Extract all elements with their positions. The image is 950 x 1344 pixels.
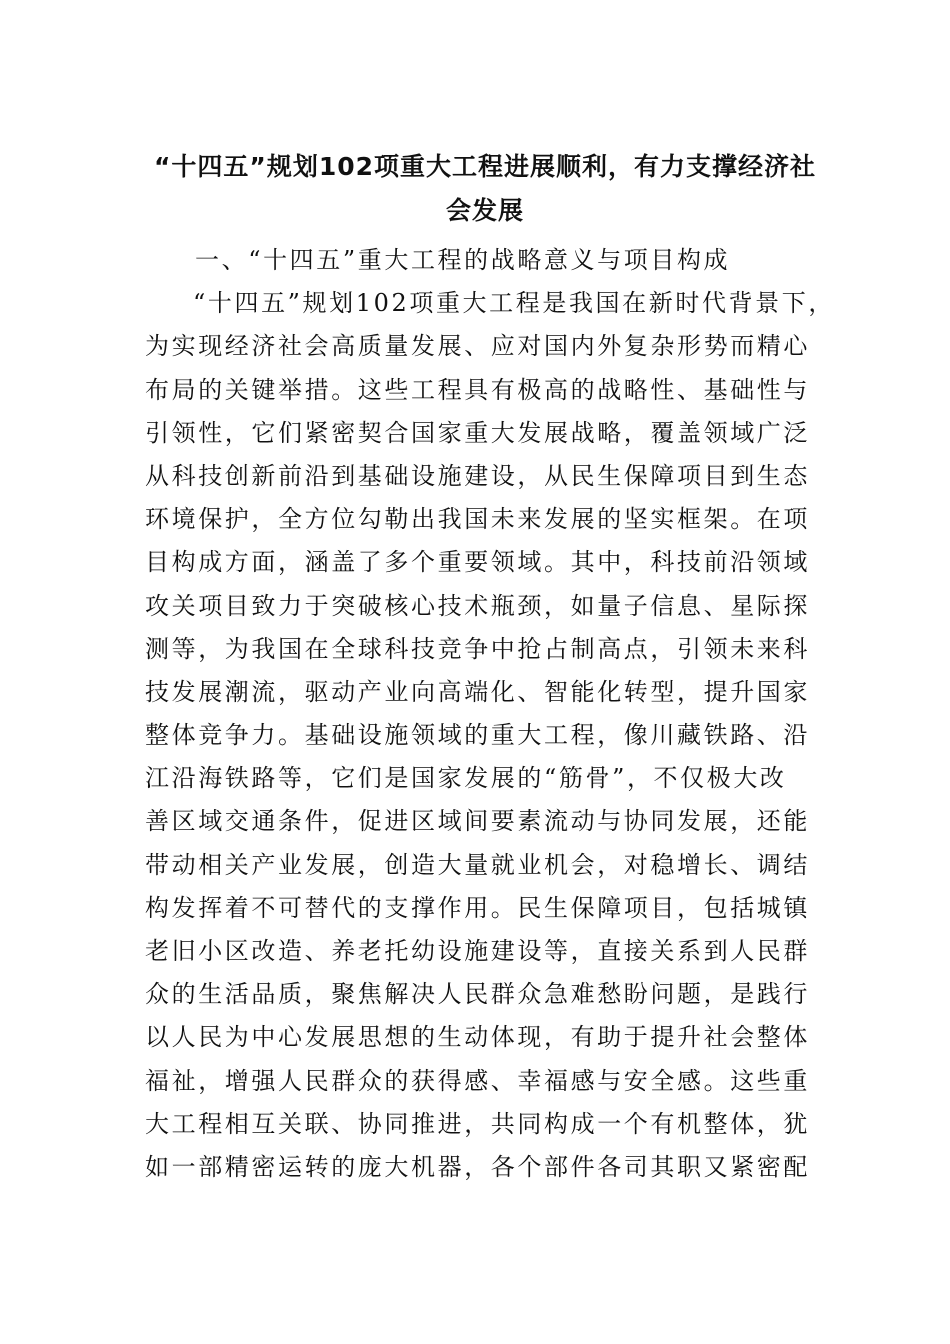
paragraph-line: 测等，为我国在全球科技竞争中抢占制高点，引领未来科 — [145, 634, 810, 663]
title-line-2: 会发展 — [445, 196, 524, 225]
document-title — [150, 145, 820, 233]
paragraph-line: 江沿海铁路等，它们是国家发展的“筋骨”，不仅极大改 — [145, 764, 787, 793]
paragraph-line: 技发展潮流，驱动产业向高端化、智能化转型，提升国家 — [145, 677, 810, 706]
paragraph-line: 为实现经济社会高质量发展、应对国内外复杂形势而精心 — [145, 332, 810, 361]
paragraph-line: 大工程相互关联、协同推进，共同构成一个有机整体，犹 — [145, 1109, 810, 1138]
paragraph-line: 如一部精密运转的庞大机器，各个部件各司其职又紧密配 — [145, 1152, 810, 1181]
paragraph-line: 目构成方面，涵盖了多个重要领域。其中，科技前沿领域 — [145, 548, 810, 577]
paragraph-line: 攻关项目致力于突破核心技术瓶颈，如量子信息、星际探 — [145, 591, 810, 620]
paragraph-line: “十四五”规划102项重大工程是我国在新时代背景下， — [193, 289, 835, 318]
paragraph-line: 从科技创新前沿到基础设施建设，从民生保障项目到生态 — [145, 461, 810, 490]
paragraph-line: 引领性，它们紧密契合国家重大发展战略，覆盖领域广泛 — [145, 418, 810, 447]
paragraph-line: 环境保护，全方位勾勒出我国未来发展的坚实框架。在项 — [145, 505, 810, 534]
paragraph-line: 善区域交通条件，促进区域间要素流动与协同发展，还能 — [145, 807, 810, 836]
paragraph-line: 带动相关产业发展，创造大量就业机会，对稳增长、调结 — [145, 850, 810, 879]
document-body — [145, 239, 835, 1189]
paragraph-line: 老旧小区改造、养老托幼设施建设等，直接关系到人民群 — [145, 937, 810, 965]
paragraph-line: 众的生活品质，聚焦解决人民群众急难愁盼问题，是践行 — [145, 980, 810, 1009]
paragraph-line: 整体竞争力。基础设施领域的重大工程，像川藏铁路、沿 — [145, 721, 810, 750]
section-heading: 一、“十四五”重大工程的战略意义与项目构成 — [195, 246, 731, 274]
paragraph-line: 构发挥着不可替代的支撑作用。民生保障项目，包括城镇 — [145, 893, 810, 922]
paragraph-line: 以人民为中心发展思想的生动体现，有助于提升社会整体 — [145, 1023, 810, 1052]
paragraph-line: 福祉，增强人民群众的获得感、幸福感与安全感。这些重 — [145, 1066, 810, 1095]
title-line-1: “十四五”规划102项重大工程进展顺利，有力支撑经济社 — [153, 152, 817, 181]
paragraph-line: 布局的关键举措。这些工程具有极高的战略性、基础性与 — [145, 375, 810, 404]
